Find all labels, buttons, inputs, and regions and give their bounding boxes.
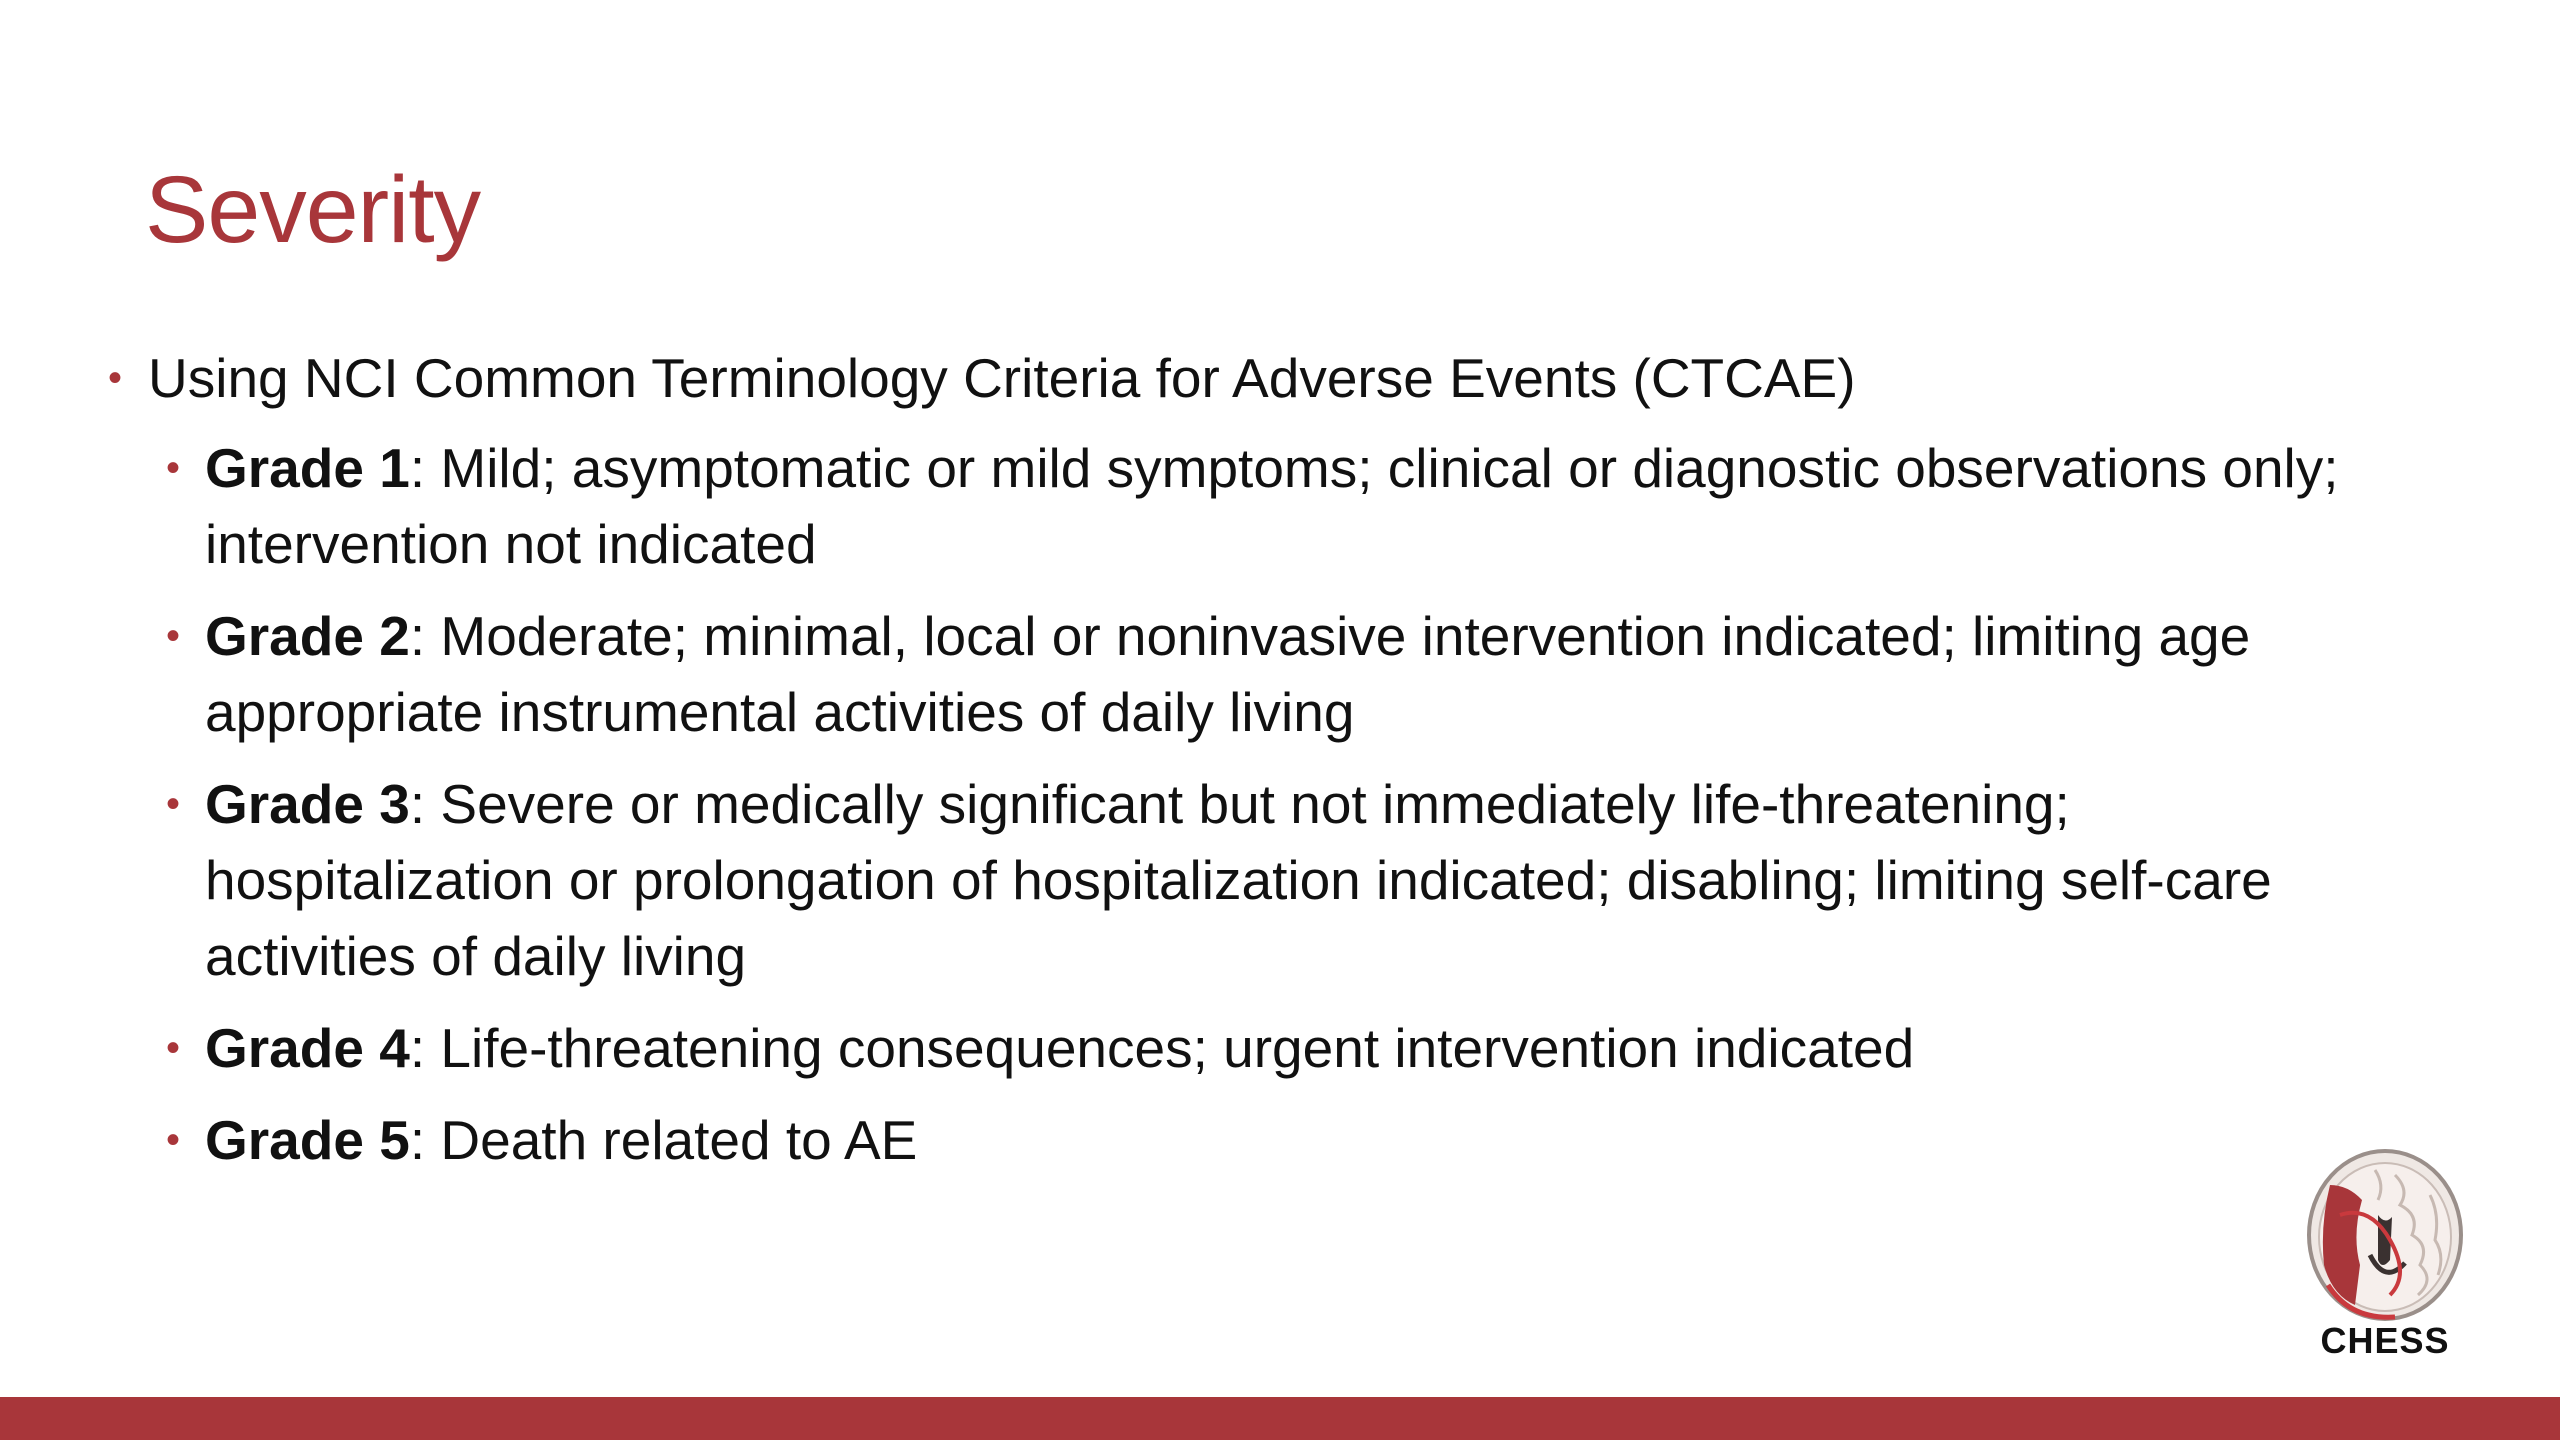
- logo-text: CHESS: [2320, 1320, 2450, 1361]
- main-bullet-text: Using NCI Common Terminology Criteria for Adverse Events (CTCAE): [148, 347, 1856, 409]
- bullet-icon: •: [166, 614, 181, 658]
- grade-label: Grade 1: [205, 437, 410, 499]
- grade-3-item: [100, 766, 2400, 994]
- grade-1-item: [100, 430, 2400, 582]
- bullet-icon: •: [166, 782, 181, 826]
- grade-label: Grade 3: [205, 773, 410, 835]
- grade-label: Grade 4: [205, 1017, 410, 1079]
- grade-description: : Severe or medically significant but not immediately life-threatening; hospitalization or prolongation of hospitalization indicated; disabling; limiting self-care activities of daily living: [205, 773, 2272, 987]
- bullet-icon: •: [166, 446, 181, 490]
- brain-scan-icon: [2300, 1145, 2470, 1325]
- bullet-icon: •: [166, 1026, 181, 1070]
- grade-description: : Death related to AE: [409, 1109, 918, 1171]
- slide-content: [100, 340, 2400, 1194]
- slide-title: Severity: [145, 157, 481, 263]
- grade-label: Grade 5: [205, 1109, 410, 1171]
- grade-description: : Life-threatening consequences; urgent intervention indicated: [409, 1017, 1915, 1079]
- grade-5-item: [100, 1102, 2400, 1178]
- chess-logo: [2300, 1145, 2470, 1365]
- main-bullet: [100, 340, 2400, 416]
- grade-2-item: [100, 598, 2400, 750]
- footer-bar: [0, 1397, 2560, 1440]
- bullet-icon: •: [108, 356, 123, 400]
- bullet-icon: •: [166, 1118, 181, 1162]
- grade-description: : Mild; asymptomatic or mild symptoms; clinical or diagnostic observations only; intervention not indicated: [205, 437, 2339, 575]
- grade-description: : Moderate; minimal, local or noninvasive intervention indicated; limiting age appropriate instrumental activities of daily living: [205, 605, 2251, 743]
- grade-4-item: [100, 1010, 2400, 1086]
- grade-label: Grade 2: [205, 605, 410, 667]
